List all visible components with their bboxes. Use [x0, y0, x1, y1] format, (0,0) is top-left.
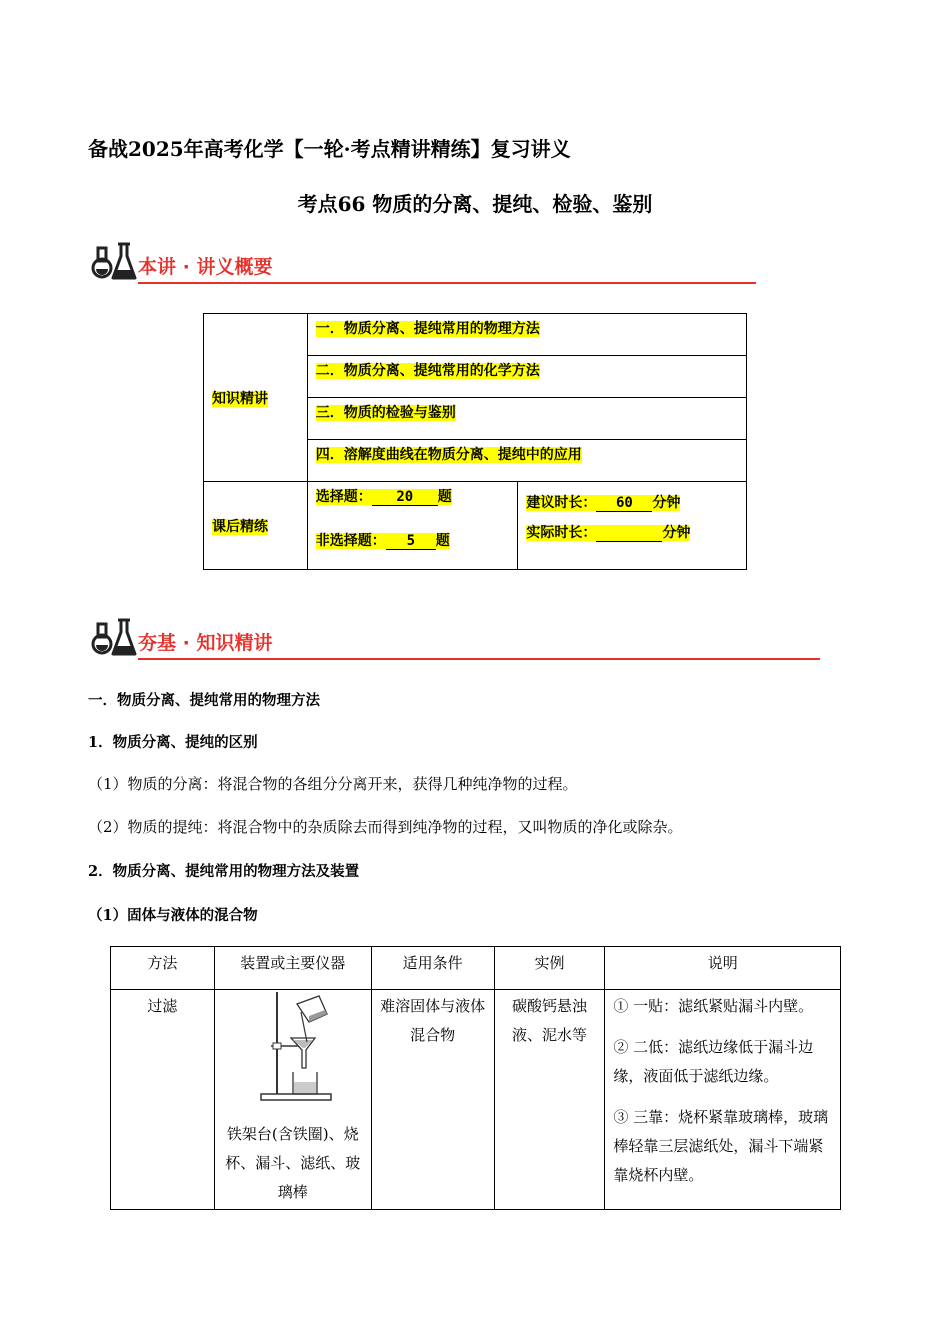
overview-item [307, 398, 746, 440]
note-1: ① 一贴：滤纸紧贴漏斗内壁。 [613, 997, 814, 1015]
header-notes: 说明 [605, 947, 841, 990]
overview-item-1: 一．物质分离、提纯常用的物理方法 [315, 321, 540, 337]
apparatus-cell [214, 990, 371, 1210]
nonchoice-count: 5 [386, 533, 436, 550]
suggest-value: 60 [596, 495, 652, 512]
subsection-heading-3: （1）固体与液体的混合物 [88, 907, 258, 924]
overview-table [203, 313, 747, 570]
actual-unit: 分钟 [662, 525, 691, 541]
subsection-heading-2: 2．物质分离、提纯常用的物理方法及装置 [88, 863, 360, 880]
knowledge-label-cell [204, 314, 308, 482]
method-table-header [111, 947, 841, 990]
paragraph-purification: （2）物质的提纯：将混合物中的杂质除去而得到纯净物的过程，又叫物质的净化或除杂。 [88, 818, 683, 836]
condition-cell: 难溶固体与液体混合物 [371, 990, 494, 1210]
nonchoice-label: 非选择题： [315, 533, 386, 549]
method-cell: 过滤 [111, 990, 215, 1210]
overview-item-4: 四．溶解度曲线在物质分离、提纯中的应用 [315, 447, 582, 463]
apparatus-text: 铁架台(含铁圈)、烧杯、漏斗、滤纸、玻璃棒 [225, 1125, 361, 1201]
note-3: ③ 三靠：烧杯紧靠玻璃棒，玻璃棒轻靠三层滤纸处，漏斗下端紧靠烧杯内壁。 [613, 1108, 829, 1184]
knowledge-label: 知识精讲 [212, 390, 268, 407]
header-example: 实例 [494, 947, 605, 990]
actual-value[interactable] [596, 525, 662, 542]
paragraph-separation: （1）物质的分离：将混合物的各组分分离开来，获得几种纯净物的过程。 [88, 775, 578, 793]
header-condition: 适用条件 [371, 947, 494, 990]
table-row [111, 990, 841, 1210]
example-cell: 碳酸钙悬浊液、泥水等 [494, 990, 605, 1210]
banner-label: 本讲 · 讲义概要 [138, 256, 273, 278]
method-table [110, 946, 841, 1210]
banner-underline [138, 658, 820, 660]
banner-underline [138, 282, 756, 284]
overview-item-2: 二．物质分离、提纯常用的化学方法 [315, 363, 540, 379]
document-subtitle: 考点66 物质的分离、提纯、检验、鉴别 [297, 192, 653, 216]
choice-label: 选择题： [315, 489, 372, 505]
overview-item [307, 314, 746, 356]
flask-beaker-icon [88, 614, 138, 664]
section-heading-1: 一．物质分离、提纯常用的物理方法 [88, 692, 320, 709]
overview-item-3: 三．物质的检验与鉴别 [315, 405, 456, 421]
section-banner-knowledge [88, 614, 828, 664]
notes-cell [605, 990, 841, 1210]
overview-item [307, 356, 746, 398]
filtration-apparatus-illustration [243, 990, 343, 1108]
choice-count: 20 [372, 489, 438, 506]
suggest-unit: 分钟 [652, 495, 681, 511]
note-2: ② 二低：滤纸边缘低于漏斗边缘，液面低于滤纸边缘。 [613, 1038, 814, 1085]
question-count-cell [307, 482, 518, 570]
overview-item [307, 440, 746, 482]
document-title: 备战2025年高考化学【一轮·考点精讲精练】复习讲义 [88, 137, 571, 161]
suggest-label: 建议时长： [526, 495, 597, 511]
header-method: 方法 [111, 947, 215, 990]
practice-label: 课后精练 [212, 518, 268, 535]
banner-label: 夯基 · 知识精讲 [138, 632, 273, 654]
section-banner-overview [88, 238, 758, 288]
flask-beaker-icon [88, 238, 138, 288]
time-cell [518, 482, 747, 570]
nonchoice-unit: 题 [435, 533, 450, 549]
header-apparatus: 装置或主要仪器 [214, 947, 371, 990]
practice-label-cell [204, 482, 308, 570]
subsection-heading-1: 1．物质分离、提纯的区别 [88, 734, 258, 751]
choice-unit: 题 [437, 489, 452, 505]
actual-label: 实际时长： [526, 525, 597, 541]
